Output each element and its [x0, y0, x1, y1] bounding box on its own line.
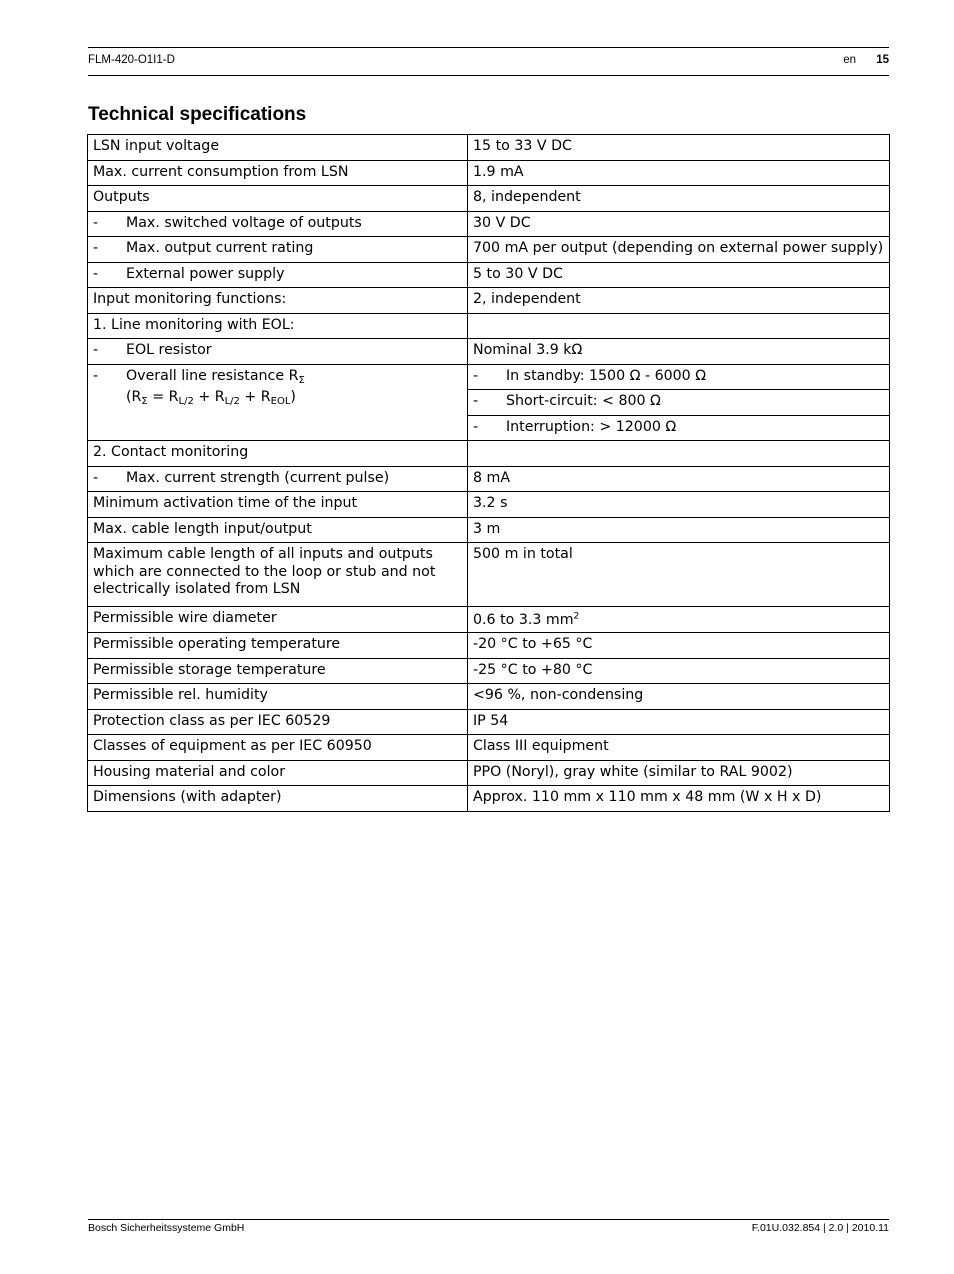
spec-label: Dimensions (with adapter): [88, 786, 468, 812]
dash-marker: -: [93, 367, 99, 384]
spec-value: Approx. 110 mm x 110 mm x 48 mm (W x H x D): [468, 786, 890, 812]
spec-label-cell: [88, 466, 468, 492]
spec-label: Max. current strength (current pulse): [126, 469, 390, 486]
table-row: [88, 135, 890, 161]
subscript: L/2: [178, 396, 194, 407]
line-resistance-label: [126, 368, 305, 411]
spec-value: 3.2 s: [468, 492, 890, 518]
formula-part: = R: [147, 389, 179, 405]
table-row: [88, 606, 890, 633]
spec-value: 3 m: [468, 517, 890, 543]
spec-value: -20 °C to +65 °C: [468, 633, 890, 659]
spec-label: LSN input voltage: [88, 135, 468, 161]
spec-value: 0.6 to 3.3 mm: [473, 611, 574, 628]
table-row: [88, 684, 890, 710]
page-number: 15: [876, 54, 889, 66]
spec-label: Permissible operating temperature: [88, 633, 468, 659]
language-code: en: [843, 54, 856, 66]
subscript: Σ: [141, 396, 148, 407]
table-row: [88, 760, 890, 786]
spec-label: Max. switched voltage of outputs: [126, 214, 362, 231]
table-row: [88, 339, 890, 365]
spec-table: [87, 134, 890, 812]
spec-label-cell: [88, 262, 468, 288]
spec-value: Nominal 3.9 kΩ: [468, 339, 890, 365]
spec-label: Overall line resistance R: [126, 367, 299, 384]
dash-marker: -: [93, 469, 99, 486]
table-row: [88, 466, 890, 492]
page-footer: [88, 1219, 889, 1234]
spec-label: Permissible rel. humidity: [88, 684, 468, 710]
spec-value: 5 to 30 V DC: [468, 262, 890, 288]
spec-label: 2. Contact monitoring: [88, 441, 468, 467]
table-row: [88, 313, 890, 339]
table-row: [88, 160, 890, 186]
formula-part: (R: [126, 389, 142, 405]
spec-value: 8, independent: [468, 186, 890, 212]
spec-label-cell: [88, 237, 468, 263]
formula-part: + R: [193, 389, 225, 405]
spec-value-cell: [468, 606, 890, 633]
document-id: FLM-420-O1I1-D: [88, 54, 175, 66]
spec-label: Permissible wire diameter: [88, 606, 468, 633]
table-row: [88, 186, 890, 212]
spec-value: PPO (Noryl), gray white (similar to RAL 9002): [468, 760, 890, 786]
spec-label-cell: [88, 339, 468, 365]
spec-value: Class III equipment: [468, 735, 890, 761]
spec-label: EOL resistor: [126, 342, 212, 358]
dash-marker: -: [93, 265, 99, 282]
spec-value: Short-circuit: < 800 Ω: [506, 393, 661, 409]
spec-value: 1.9 mA: [468, 160, 890, 186]
spec-label: Input monitoring functions:: [88, 288, 468, 314]
formula-part: ): [290, 389, 296, 405]
document-reference: F.01U.032.854 | 2.0 | 2010.11: [751, 1222, 889, 1234]
spec-label: Max. output current rating: [126, 240, 314, 256]
spec-label: Max. cable length input/output: [88, 517, 468, 543]
dash-marker: -: [93, 214, 99, 231]
spec-value: [468, 441, 890, 467]
spec-label: Outputs: [88, 186, 468, 212]
spec-label: Maximum cable length of all inputs and outputs which are connected to the loop or stub and not electrically isolated from LSN: [88, 543, 468, 607]
table-row: [88, 658, 890, 684]
superscript: 2: [573, 610, 580, 621]
spec-label: Max. current consumption from LSN: [88, 160, 468, 186]
table-row: [88, 786, 890, 812]
dash-marker: -: [473, 367, 479, 384]
spec-label: Minimum activation time of the input: [88, 492, 468, 518]
dash-marker: -: [93, 240, 99, 256]
resistance-formula: [126, 389, 305, 411]
table-row: [88, 633, 890, 659]
table-row: [88, 364, 890, 390]
table-row: [88, 262, 890, 288]
dash-marker: -: [473, 393, 479, 409]
spec-value: <96 %, non-condensing: [468, 684, 890, 710]
spec-label-cell: [88, 211, 468, 237]
spec-value: Interruption: > 12000 Ω: [506, 418, 677, 435]
dash-marker: -: [93, 342, 99, 358]
spec-value: -25 °C to +80 °C: [468, 658, 890, 684]
spec-label: 1. Line monitoring with EOL:: [88, 313, 468, 339]
table-row: [88, 709, 890, 735]
table-row: [88, 492, 890, 518]
table-row: [88, 237, 890, 263]
spec-value-cell: [468, 390, 890, 416]
table-row: [88, 288, 890, 314]
spec-value: 15 to 33 V DC: [468, 135, 890, 161]
company-name: Bosch Sicherheitssysteme GmbH: [88, 1222, 245, 1234]
spec-value: 2, independent: [468, 288, 890, 314]
page-header: [88, 47, 889, 76]
spec-label-cell: [88, 364, 468, 441]
spec-value-cell: [468, 364, 890, 390]
table-row: [88, 735, 890, 761]
table-row: [88, 543, 890, 607]
spec-value: IP 54: [468, 709, 890, 735]
subscript: EOL: [270, 396, 291, 407]
spec-value: 700 mA per output (depending on external power supply): [468, 237, 890, 263]
spec-value: 30 V DC: [468, 211, 890, 237]
dash-marker: -: [473, 418, 479, 435]
spec-label: External power supply: [126, 265, 285, 282]
spec-label: Classes of equipment as per IEC 60950: [88, 735, 468, 761]
subscript: Σ: [298, 374, 305, 386]
spec-value: 500 m in total: [468, 543, 890, 607]
subscript: L/2: [224, 396, 240, 407]
table-row: [88, 441, 890, 467]
table-row: [88, 517, 890, 543]
spec-label: Protection class as per IEC 60529: [88, 709, 468, 735]
spec-value: In standby: 1500 Ω - 6000 Ω: [506, 367, 707, 384]
spec-value: 8 mA: [468, 466, 890, 492]
spec-label: Housing material and color: [88, 760, 468, 786]
spec-value-cell: [468, 415, 890, 441]
spec-label: Permissible storage temperature: [88, 658, 468, 684]
table-row: [88, 211, 890, 237]
section-title: Technical specifications: [88, 104, 307, 125]
spec-value: [468, 313, 890, 339]
formula-part: + R: [239, 389, 271, 405]
